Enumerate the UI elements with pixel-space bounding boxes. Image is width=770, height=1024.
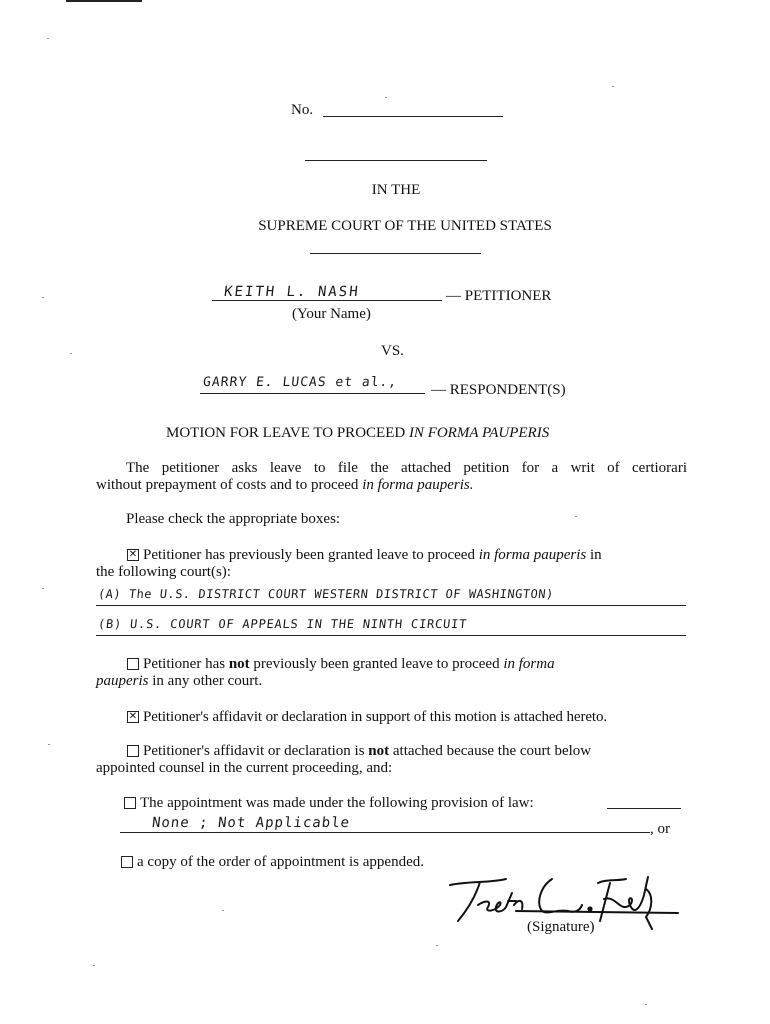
not-previously-granted-text-1: Petitioner has not previously been granted leave to proceed in forma [143,656,555,672]
scan-speck [48,744,50,745]
court-a-handwritten: (A) The U.S. DISTRICT COURT WESTERN DISTRICT OF WASHINGTON) [97,587,555,601]
affidavit-not-attached-text-1: Petitioner's affidavit or declaration is not attached because the court below [143,743,592,759]
previously-granted-checkbox[interactable]: ✕ [128,549,138,560]
respondent-label: — RESPONDENT(S) [431,382,566,398]
petitioner-label: — PETITIONER [446,288,552,304]
court-a-line [96,605,686,606]
appointment-provision-checkbox[interactable] [124,797,136,809]
check-instruction: Please check the appropriate boxes: [126,511,341,527]
scan-speck [385,97,387,98]
versus-label: VS. [381,343,404,359]
your-name-label: (Your Name) [292,306,371,322]
not-previously-granted-text-2: pauperis in any other court. [96,673,263,689]
case-number-line [323,116,503,117]
petitioner-name-line [212,300,442,301]
appointment-provision-line-1 [607,808,681,809]
previously-granted-text-2: the following court(s): [96,564,231,580]
motion-title-plain: MOTION FOR LEAVE TO PROCEED [166,425,409,441]
header-rule [305,160,487,161]
scan-speck [645,1004,647,1005]
scan-speck [93,965,95,966]
court-rule [310,253,481,254]
scan-speck [42,588,44,589]
motion-title-italic: IN FORMA PAUPERIS [408,425,550,441]
scan-speck [42,297,44,298]
scan-speck [47,38,49,39]
appointment-provision-text: The appointment was made under the following provision of law: [140,795,534,811]
court-b-line [96,635,686,636]
order-appended-checkbox[interactable] [121,856,133,868]
affidavit-not-attached-checkbox[interactable] [127,745,139,757]
motion-title [166,425,549,442]
scan-speck [70,353,72,354]
appointment-provision-line-2 [120,832,650,833]
scan-artifact-line [66,0,142,2]
respondent-name-handwritten: GARRY E. LUCAS et al., [202,375,398,390]
scan-speck [222,910,224,911]
in-the-heading: IN THE [371,182,421,198]
intro-line-1: The petitioner asks leave to file the attached petition for a writ of certiorari [126,460,687,476]
scan-speck [612,86,614,87]
affidavit-not-attached-text-2: appointed counsel in the current proceeding, and: [96,760,393,776]
court-b-handwritten: (B) U.S. COURT OF APPEALS IN THE NINTH CIRCUIT [97,617,468,631]
affidavit-attached-checkbox[interactable]: ✕ [128,711,138,722]
court-heading: SUPREME COURT OF THE UNITED STATES [258,218,552,234]
respondent-name-line [200,393,425,394]
scan-speck [436,945,438,946]
previously-granted-text-1: Petitioner has previously been granted leave to proceed in forma pauperis in [143,547,602,563]
affidavit-attached-text: Petitioner's affidavit or declaration in support of this motion is attached hereto. [143,709,608,725]
appointment-provision-handwritten: None ; Not Applicable [151,815,351,831]
or-label: , or [650,821,670,837]
not-previously-granted-checkbox[interactable] [127,658,139,670]
case-number-label: No. [291,102,314,118]
scan-speck [575,516,577,517]
petitioner-name-handwritten: KEITH L. NASH [223,284,361,300]
order-appended-text: a copy of the order of appointment is appended. [137,854,424,870]
signature-label: (Signature) [527,919,595,935]
intro-line-2: without prepayment of costs and to proceed in forma pauperis. [96,477,474,493]
